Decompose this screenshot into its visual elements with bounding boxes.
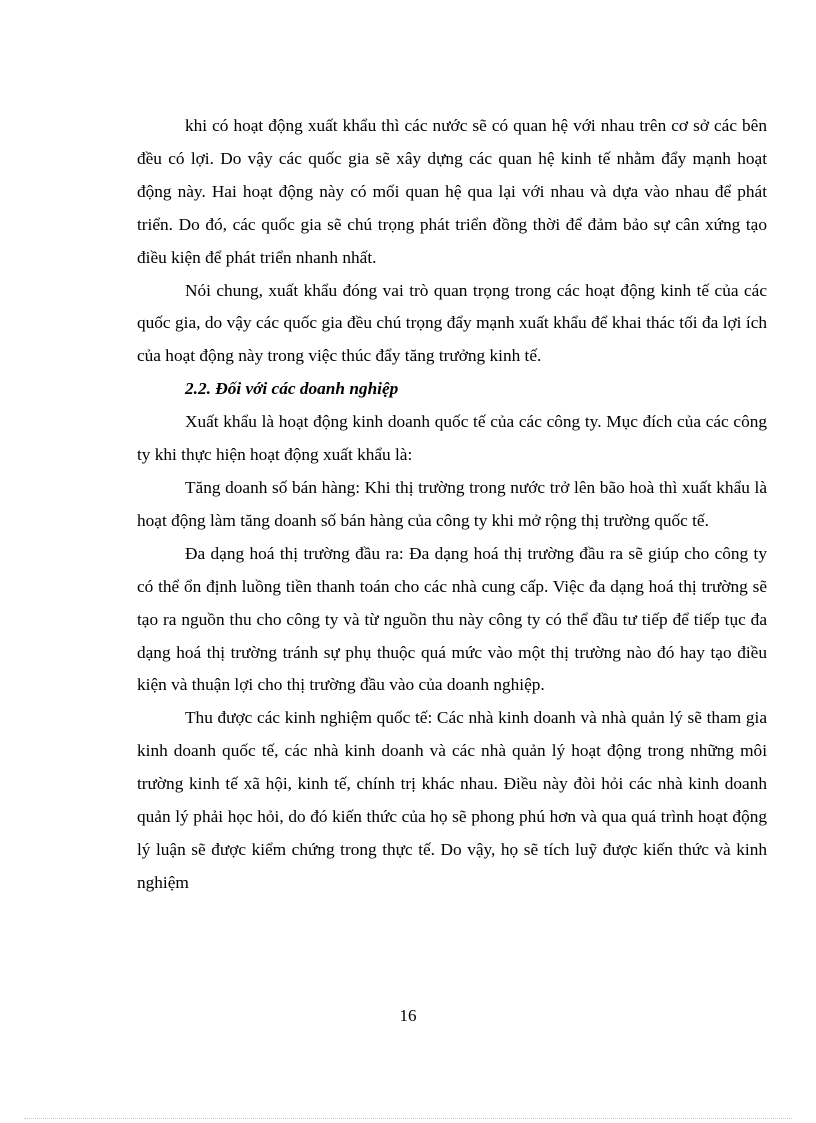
section-heading: 2.2. Đối với các doanh nghiệp — [185, 379, 399, 399]
paragraph: Thu được các kinh nghiệm quốc tế: Các nhà kinh doanh và nhà quản lý sẽ tham gia kinh doanh quốc tế, các nhà kinh doanh và các nhà quản lý hoạt động trong những môi trường kinh tế xã hội, kinh tế, chính trị khác nhau. Điều này đòi hỏi các nhà kinh doanh quản lý phải học hỏi, do đó kiến thức của họ sẽ phong phú hơn và qua quá trình hoạt động lý luận sẽ được kiểm chứng trong thực tế. Do vậy, họ sẽ tích luỹ được kiến thức và kinh nghiệm — [137, 708, 767, 892]
paragraph: Đa dạng hoá thị trường đầu ra: Đa dạng hoá thị trường đầu ra sẽ giúp cho công ty có thể ổn định luồng tiền thanh toán cho các nhà cung cấp. Việc đa dạng hoá thị trường sẽ tạo ra nguồn thu cho công ty và từ nguồn thu này công ty có thể đầu tư tiếp để tiếp tục đa dạng hoá thị trường tránh sự phụ thuộc quá mức vào một thị trường nào đó hay tạo điều kiện và thuận lợi cho thị trường đầu vào của doanh nghiệp. — [137, 543, 767, 695]
paragraph: khi có hoạt động xuất khẩu thì các nước sẽ có quan hệ với nhau trên cơ sở các bên đều có lợi. Do vậy các quốc gia sẽ xây dựng các quan hệ kinh tế nhằm đẩy mạnh hoạt động này. Hai hoạt động này có mối quan hệ qua lại với nhau và dựa vào nhau để phát triển. Do đó, các quốc gia sẽ chú trọng phát triển đồng thời để đảm bảo sự cân xứng tạo điều kiện để phát triển nhanh nhất. — [137, 116, 767, 267]
paragraph: Nói chung, xuất khẩu đóng vai trò quan trọng trong các hoạt động kinh tế của các quốc gia, do vậy các quốc gia đều chú trọng đẩy mạnh xuất khẩu để khai thác tối đa lợi ích của hoạt động này trong việc thúc đẩy tăng trưởng kinh tế. — [137, 280, 767, 366]
paragraph: Xuất khẩu là hoạt động kinh doanh quốc tế của các công ty. Mục đích của các công ty khi thực hiện hoạt động xuất khẩu là: — [137, 412, 767, 465]
page-number: 16 — [399, 1006, 417, 1025]
document-body — [137, 110, 767, 900]
page-divider — [24, 1118, 792, 1119]
paragraph: Tăng doanh số bán hàng: Khi thị trường trong nước trở lên bão hoà thì xuất khẩu là hoạt động làm tăng doanh số bán hàng của công ty khi mở rộng thị trường quốc tế. — [137, 477, 767, 530]
